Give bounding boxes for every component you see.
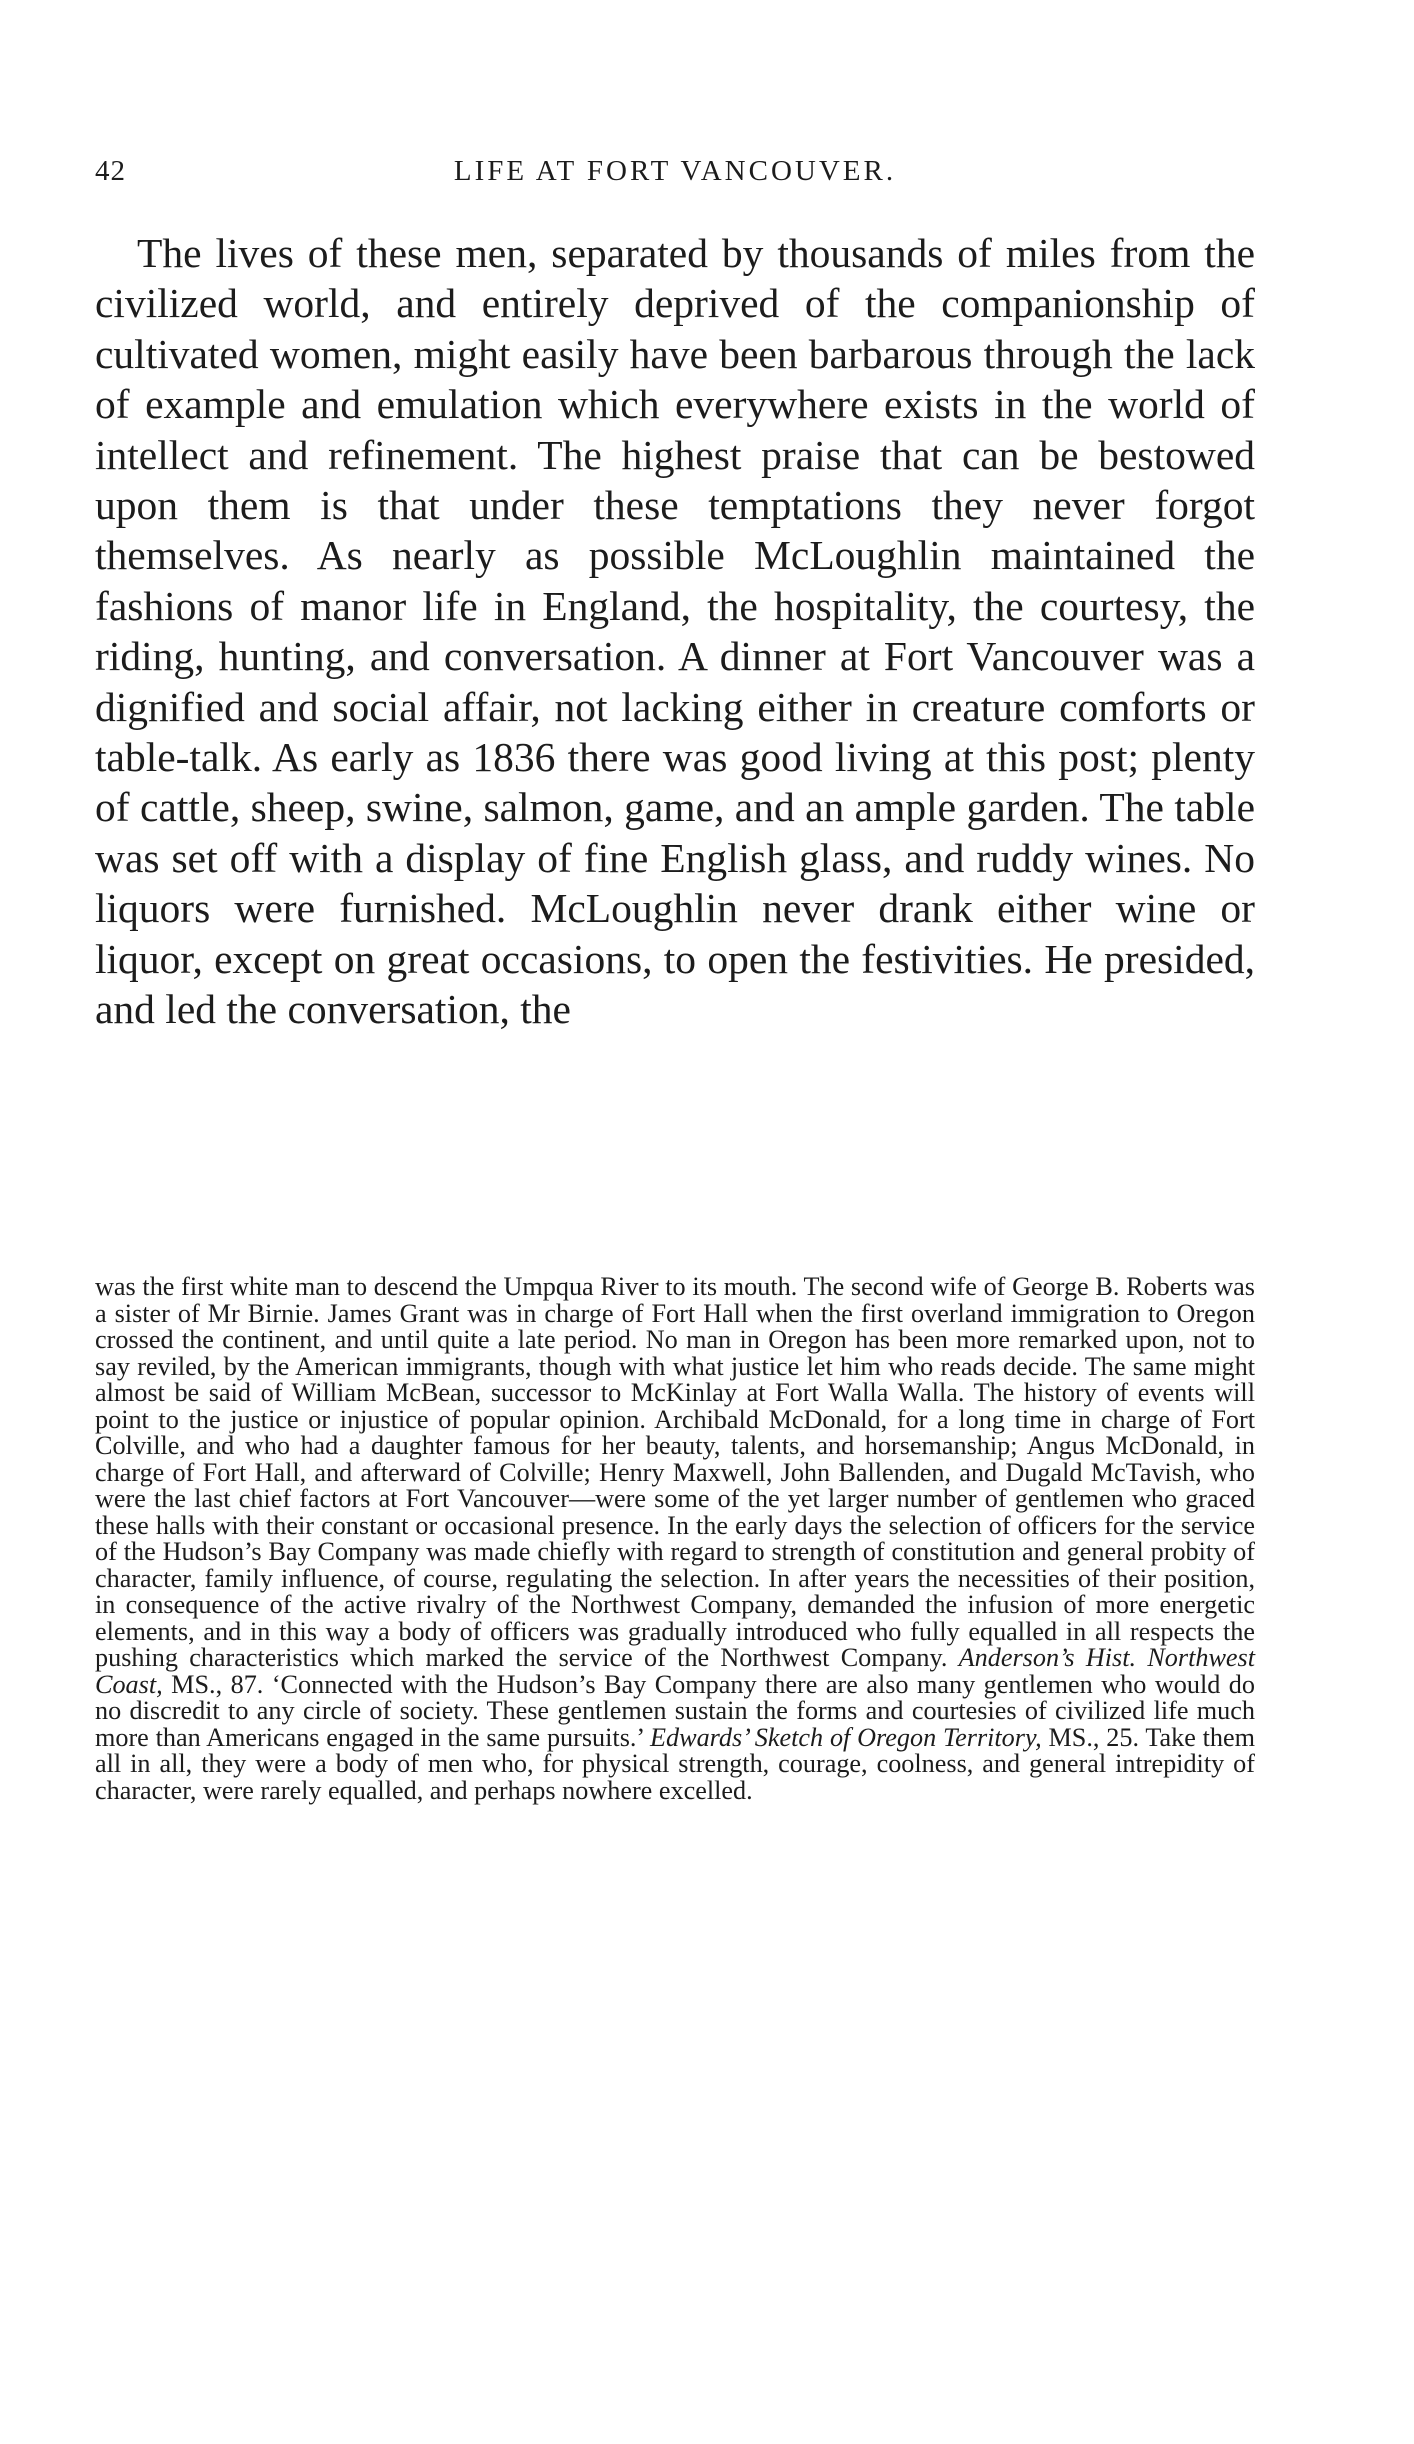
footnote xyxy=(95,1274,1255,1804)
page-header xyxy=(95,155,1255,195)
page-number: 42 xyxy=(95,155,126,187)
footnote-citation-2: Edwards’ Sketch of Oregon Territory, xyxy=(650,1722,1042,1752)
running-title: LIFE AT FORT VANCOUVER. xyxy=(453,155,897,187)
footnote-text-3: MS., 25. Take them all in all, they were a body of men who, for physical strength, courage, coolness, and general intrepidity of character, were rarely equalled, and perhaps nowhere excelled. xyxy=(95,1722,1256,1805)
footnote-text-2: MS., 87. ‘Connected with the Hudson’s Bay Company there are also many gentlemen who would do no discredit to any circle of society. These gentlemen sustain the forms and courtesies of civilized life much more than Americans engaged in the same pursuits.’ xyxy=(95,1669,1255,1752)
footnote-citation-1: Anderson’s Hist. Northwest Coast, xyxy=(95,1643,1256,1699)
footnote-text-1: was the first white man to descend the Umpqua River to its mouth. The second wife of George B. Roberts was a sister of Mr Birnie. James Grant was in charge of Fort Hall when the first overland immigration to Oregon crossed the continent, and until quite a late period. No man in Oregon has been more remarked upon, not to say reviled, by the American immigrants, though with what justice let him who reads decide. The same might almost be said of William McBean, successor to McKinlay at Fort Walla Walla. The history of events will point to the justice or injustice of popular opinion. Archibald McDonald, for a long time in charge of Fort Colville, and who had a daughter famous for her beauty, talents, and horsemanship; Angus McDonald, in charge of Fort Hall, and afterward of Colville; Henry Maxwell, John Ballenden, and Dugald McTavish, who were the last chief factors at Fort Vancouver—were some of the yet larger number of gentlemen who graced these halls with their constant or occasional presence. In the early days the selection of officers for the service of the Hudson’s Bay Company was made chiefly with regard to strength of constitution and general probity of character, family influence, of course, regulating the selection. In after years the necessities of their position, in consequence of the active rivalry of the Northwest Company, demanded the infusion of more energetic elements, and in this way a body of officers was gradually introduced who fully equalled in all respects the pushing characteristics which marked the service of the Northwest Company. xyxy=(95,1272,1255,1672)
main-paragraph: The lives of these men, separated by thousands of miles from the civilized world, and entirely deprived of the companionship of cultivated women, might easily have been barbarous through the lack of example and emulation which everywhere exists in the world of intellect and refinement. The highest praise that can be bestowed upon them is that under these temptations they never forgot themselves. As nearly as possible McLoughlin maintained the fashions of manor life in England, the hospitality, the courtesy, the riding, hunting, and conversation. A dinner at Fort Vancouver was a dignified and social affair, not lacking either in creature comforts or table-talk. As early as 1836 there was good living at this post; plenty of cattle, sheep, swine, salmon, game, and an ample garden. The table was set off with a display of fine English glass, and ruddy wines. No liquors were furnished. McLoughlin never drank either wine or liquor, except on great occasions, to open the festivities. He presided, and led the conversation, the xyxy=(95,230,1255,1033)
